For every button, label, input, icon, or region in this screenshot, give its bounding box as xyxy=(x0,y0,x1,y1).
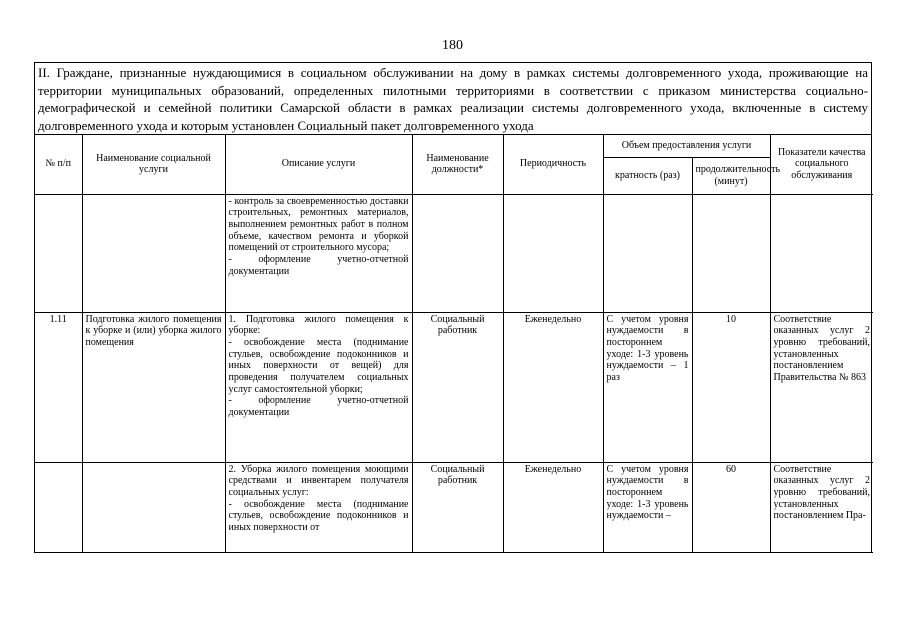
cell-frequency xyxy=(603,194,692,312)
cell-periodicity: Еженедельно xyxy=(503,312,603,462)
header-position: Наименование должности* xyxy=(412,135,503,194)
cell-duration: 10 xyxy=(692,312,770,462)
cell-service-name xyxy=(82,462,225,552)
cell-description: - контроль за своевременностью доставки строительных, ремонтных материалов, выполнением ремонтных работ в полном объеме, качеством ремонта и уборкой помещений от строительного мусора; - оформление учетно-отчетной документации xyxy=(225,194,412,312)
section-title: II. Граждане, признанные нуждающимися в социальном обслуживании на дому в рамках системы долговременного ухода, проживающие на территории муниципальных образований, определенных пилотными территориями в соответствии с приказом министерства социально-демографической и семейной политики Самарской области в рамках реализации системы долговременного ухода, включенные в систему долговременного ухода и которым установлен Социальный пакет долговременного ухода xyxy=(35,63,871,135)
header-frequency: кратность (раз) xyxy=(603,157,692,194)
cell-quality: Соответствие оказанных услуг 2 уровню требований, установленных постановлением Правительства № 863 xyxy=(770,312,873,462)
cell-frequency-text: С учетом уровня нуждаемости в постороннем уходе: 1-3 уровень нуждаемости – xyxy=(606,463,689,522)
header-duration: продолжительность (минут) xyxy=(692,157,770,194)
table-row xyxy=(35,312,873,462)
header-description: Описание услуги xyxy=(225,135,412,194)
cell-description xyxy=(225,462,412,552)
table-row xyxy=(35,462,873,552)
document-table-block xyxy=(34,62,872,553)
cell-quality xyxy=(770,462,873,552)
header-quality: Показатели качества социального обслуживания xyxy=(770,135,873,194)
cell-periodicity: Еженедельно xyxy=(503,462,603,552)
cell-position xyxy=(412,194,503,312)
cell-duration xyxy=(692,194,770,312)
header-service-name: Наименование социальной услуги xyxy=(82,135,225,194)
cell-position: Социальный работник xyxy=(412,462,503,552)
cell-description-text: 2. Уборка жилого помещения моющими средствами и инвентарем получателя социальных услуг: - освобождение места (поднимание стульев, освобождение подоконников и иных поверхности от xyxy=(228,463,409,534)
header-num: № п/п xyxy=(35,135,82,194)
cell-frequency: С учетом уровня нуждаемости в постороннем уходе: 1-3 уровень нуждаемости – 1 раз xyxy=(603,312,692,462)
cell-num xyxy=(35,194,82,312)
cell-frequency xyxy=(603,462,692,552)
cell-position: Социальный работник xyxy=(412,312,503,462)
cell-quality xyxy=(770,194,873,312)
header-volume: Объем предоставления услуги xyxy=(603,135,770,157)
cell-service-name xyxy=(82,194,225,312)
cell-description: 1. Подготовка жилого помещения к уборке: - освобождение места (поднимание стульев, освобождение подоконников и иных поверхности от вещей) для проведения получателем социальных услуг самостоятельной уборки; - оформление учетно-отчетной документации xyxy=(225,312,412,462)
cell-num xyxy=(35,462,82,552)
cell-num: 1.11 xyxy=(35,312,82,462)
table-row xyxy=(35,194,873,312)
cell-quality-text: Соответствие оказанных услуг 2 уровню требований, установленных постановлением Пра- xyxy=(773,463,871,522)
services-table xyxy=(35,135,873,553)
cell-duration: 60 xyxy=(692,462,770,552)
page-number: 180 xyxy=(442,38,463,53)
cell-periodicity xyxy=(503,194,603,312)
header-periodicity: Периодичность xyxy=(503,135,603,194)
cell-service-name: Подготовка жилого помещения к уборке и (или) уборка жилого помещения xyxy=(82,312,225,462)
